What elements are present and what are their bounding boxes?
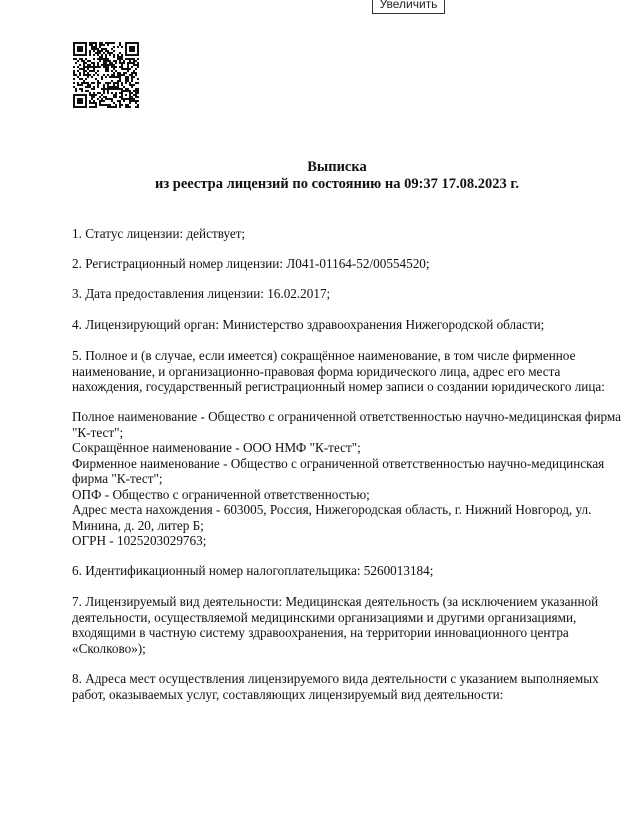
text-line: Сокращённое наименование - ООО НМФ "К-тест"; [72, 440, 361, 455]
text-line: 5. Полное и (в случае, если имеется) сокращённое наименование, в том числе фирменное [72, 348, 576, 363]
qr-code-icon [73, 42, 139, 108]
text-line: 4. Лицензирующий орган: Министерство здравоохранения Нижегородской области; [72, 317, 545, 332]
text-line: ОГРН - 1025203029763; [72, 533, 207, 548]
text-line: 2. Регистрационный номер лицензии: Л041-01164-52/00554520; [72, 256, 430, 271]
text-line: наименование, и организационно-правовая форма юридического лица, адрес его места [72, 363, 561, 379]
text-line: Минина, д. 20, литер Б; [72, 517, 204, 533]
text-line: нахождения, государственный регистрационный номер записи о создании юридического лица: [72, 379, 605, 394]
text-line: 3. Дата предоставления лицензии: 16.02.2017; [72, 286, 331, 301]
text-line: ОПФ - Общество с ограниченной ответственностью; [72, 486, 370, 502]
text-line: Адрес места нахождения - 603005, Россия, Нижегородская область, г. Нижний Новгород, ул. [72, 502, 592, 517]
text-line: 8. Адреса мест осуществления лицензируемого вида деятельности с указанием выполняемых [72, 671, 599, 686]
text-line: Фирменное наименование - Общество с ограниченной ответственностью научно-медицинская [72, 455, 605, 471]
text-line: работ, оказываемых услуг, составляющих лицензируемый вид деятельности: [72, 686, 504, 702]
text-line: «Сколково»); [72, 640, 146, 656]
text-line: входящими в частную систему здравоохранения, на территории инновационного центра [72, 625, 569, 640]
text-line: деятельности, осуществляемой медицинскими организациями и другими организациями, [72, 609, 577, 625]
document-title: Выписка [307, 159, 367, 175]
text-line: 1. Статус лицензии: действует; [72, 226, 246, 241]
document-subtitle: из реестра лицензий по состоянию на 09:37 17.08.2023 г. [154, 176, 520, 192]
text-line: 7. Лицензируемый вид деятельности: Медицинская деятельность (за исключением указанной [72, 594, 599, 609]
text-line: 6. Идентификационный номер налогоплательщика: 5260013184; [72, 563, 434, 578]
zoom-button[interactable]: Увеличить [372, 0, 445, 14]
text-line: фирма "К-тест"; [72, 471, 163, 486]
text-line: Полное наименование - Общество с ограниченной ответственностью научно-медицинская фирма [72, 409, 622, 424]
text-line: "К-тест"; [72, 424, 124, 440]
